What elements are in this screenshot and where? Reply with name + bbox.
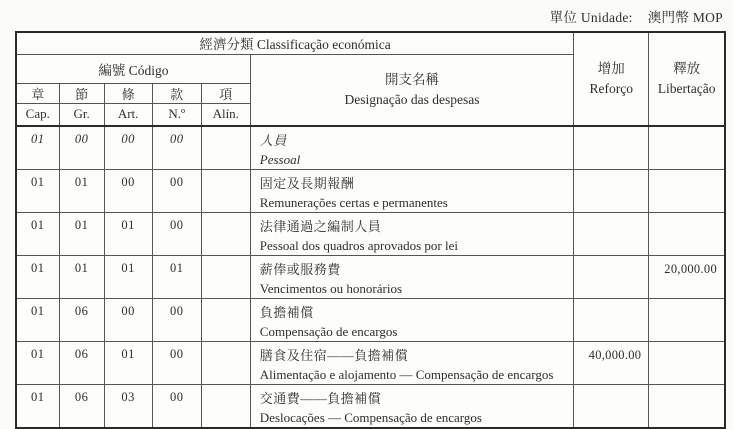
col-header-alin-pt: Alín. bbox=[201, 103, 250, 126]
reforco-header-pt: Reforço bbox=[589, 81, 634, 96]
alin-cell bbox=[201, 126, 250, 170]
designation-pt: Compensação de encargos bbox=[259, 324, 398, 339]
unit-line bbox=[550, 6, 723, 26]
designation-header-pt: Designação das despesas bbox=[344, 91, 480, 107]
designation-cell bbox=[250, 213, 573, 256]
table-row bbox=[16, 170, 725, 213]
col-header-cap-pt: Cap. bbox=[16, 103, 59, 126]
col-header-gr-zh: 節 bbox=[59, 83, 104, 103]
reforco-cell bbox=[574, 256, 649, 299]
designation-zh: 膳食及住宿——負擔補償 bbox=[259, 348, 409, 363]
table-row bbox=[16, 299, 725, 342]
designation-pt: Deslocações — Compensação de encargos bbox=[259, 410, 482, 425]
designation-cell bbox=[250, 385, 573, 429]
art-cell: 00 bbox=[104, 126, 152, 170]
designation-zh: 法律通過之編制人員 bbox=[259, 219, 382, 234]
unit-value: 澳門幣 MOP bbox=[647, 10, 723, 25]
alin-cell bbox=[201, 342, 250, 385]
gr-cell: 01 bbox=[59, 213, 104, 256]
art-cell: 01 bbox=[104, 256, 152, 299]
libertacao-cell bbox=[649, 299, 725, 342]
cap-cell: 01 bbox=[16, 342, 59, 385]
designation-zh: 負擔補償 bbox=[259, 305, 314, 320]
col-header-alin-zh: 項 bbox=[201, 83, 250, 103]
libertacao-cell bbox=[649, 126, 725, 170]
designation-cell bbox=[250, 299, 573, 342]
libertacao-column-header bbox=[649, 32, 725, 126]
designation-pt: Vencimentos ou honorários bbox=[259, 281, 403, 296]
reforco-cell: 40,000.00 bbox=[574, 342, 649, 385]
libertacao-cell bbox=[649, 170, 725, 213]
table-row bbox=[16, 385, 725, 429]
table-row bbox=[16, 256, 725, 299]
reforco-cell bbox=[574, 213, 649, 256]
alin-cell bbox=[201, 170, 250, 213]
code-group-header: 編號 Código bbox=[16, 54, 250, 83]
reforco-cell bbox=[574, 385, 649, 429]
reforco-cell bbox=[574, 170, 649, 213]
col-header-n-pt: N.º bbox=[152, 103, 201, 126]
col-header-cap-zh: 章 bbox=[16, 83, 59, 103]
designation-pt: Remunerações certas e permanentes bbox=[259, 195, 448, 210]
reforco-header-zh: 增加 bbox=[597, 61, 625, 76]
designation-cell bbox=[250, 256, 573, 299]
designation-column-header bbox=[250, 54, 573, 126]
reforco-cell bbox=[574, 126, 649, 170]
col-header-gr-pt: Gr. bbox=[59, 103, 104, 126]
alin-cell bbox=[201, 385, 250, 429]
libertacao-cell bbox=[649, 342, 725, 385]
libertacao-cell bbox=[649, 213, 725, 256]
designation-pt: Pessoal bbox=[259, 152, 301, 167]
libertacao-cell bbox=[649, 385, 725, 429]
table-row bbox=[16, 126, 725, 170]
art-cell: 01 bbox=[104, 342, 152, 385]
cap-cell: 01 bbox=[16, 299, 59, 342]
designation-pt: Pessoal dos quadros aprovados por lei bbox=[259, 238, 458, 253]
reforco-cell bbox=[574, 299, 649, 342]
designation-zh: 交通費——負擔補償 bbox=[259, 391, 382, 406]
designation-pt: Alimentação e alojamento — Compensação de encargos bbox=[259, 367, 554, 382]
budget-table bbox=[15, 31, 726, 429]
n-cell: 00 bbox=[152, 126, 201, 170]
cap-cell: 01 bbox=[16, 385, 59, 429]
art-cell: 00 bbox=[104, 170, 152, 213]
reforco-column-header bbox=[574, 32, 649, 126]
n-cell: 00 bbox=[152, 342, 201, 385]
art-cell: 00 bbox=[104, 299, 152, 342]
designation-zh: 人員 bbox=[259, 133, 287, 148]
gr-cell: 06 bbox=[59, 299, 104, 342]
n-cell: 00 bbox=[152, 299, 201, 342]
cap-cell: 01 bbox=[16, 256, 59, 299]
designation-cell bbox=[250, 170, 573, 213]
designation-header-zh: 開支名稱 bbox=[385, 71, 440, 87]
table-row bbox=[16, 342, 725, 385]
n-cell: 00 bbox=[152, 213, 201, 256]
gr-cell: 06 bbox=[59, 342, 104, 385]
economic-classification-header: 經濟分類 Classificação económica bbox=[16, 32, 574, 54]
table-row bbox=[16, 213, 725, 256]
alin-cell bbox=[201, 299, 250, 342]
designation-zh: 薪俸或服務費 bbox=[259, 262, 341, 277]
col-header-art-pt: Art. bbox=[104, 103, 152, 126]
cap-cell: 01 bbox=[16, 126, 59, 170]
art-cell: 03 bbox=[104, 385, 152, 429]
cap-cell: 01 bbox=[16, 213, 59, 256]
designation-cell bbox=[250, 126, 573, 170]
unit-label: 單位 Unidade: bbox=[549, 10, 633, 25]
gr-cell: 01 bbox=[59, 256, 104, 299]
col-header-n-zh: 款 bbox=[152, 83, 201, 103]
gr-cell: 06 bbox=[59, 385, 104, 429]
libertacao-header-zh: 釋放 bbox=[673, 61, 701, 76]
gr-cell: 00 bbox=[59, 126, 104, 170]
gr-cell: 01 bbox=[59, 170, 104, 213]
libertacao-cell: 20,000.00 bbox=[649, 256, 725, 299]
n-cell: 00 bbox=[152, 170, 201, 213]
designation-zh: 固定及長期報酬 bbox=[259, 176, 355, 191]
cap-cell: 01 bbox=[16, 170, 59, 213]
col-header-art-zh: 條 bbox=[104, 83, 152, 103]
alin-cell bbox=[201, 213, 250, 256]
n-cell: 01 bbox=[152, 256, 201, 299]
libertacao-header-pt: Libertação bbox=[657, 81, 716, 96]
designation-cell bbox=[250, 342, 573, 385]
alin-cell bbox=[201, 256, 250, 299]
art-cell: 01 bbox=[104, 213, 152, 256]
n-cell: 00 bbox=[152, 385, 201, 429]
